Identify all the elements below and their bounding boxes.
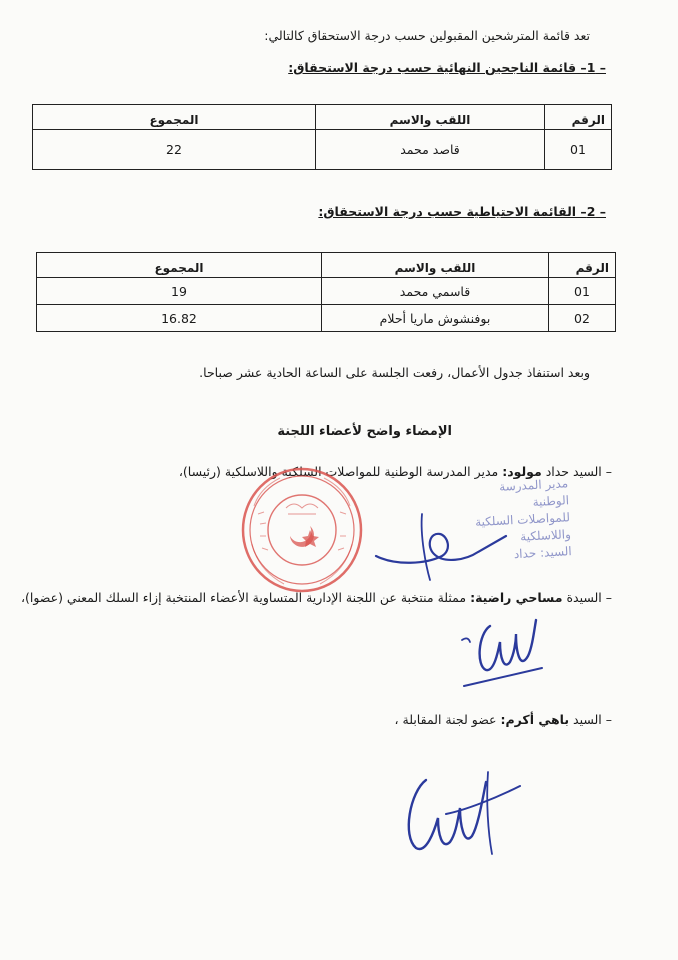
header-rank: الرقم: [545, 105, 612, 130]
header-total: المجموع: [33, 105, 316, 130]
member-name: مساحي راضية:: [470, 590, 563, 605]
cell-rank: 01: [545, 130, 612, 170]
member-name: باهي أكرم:: [500, 712, 570, 727]
stamp-line: السيد: حداد: [513, 544, 573, 562]
signature-3: [396, 762, 526, 862]
table-row: [37, 278, 616, 305]
member-3: [394, 712, 612, 727]
table-header-row: [37, 253, 616, 278]
member-name: مولود:: [502, 464, 542, 479]
member-prefix: – السيد: [569, 712, 612, 727]
cell-total: 19: [37, 278, 322, 305]
signature-2: [450, 612, 560, 692]
cell-rank: 01: [549, 278, 616, 305]
cell-name: قاسمي محمد: [322, 278, 549, 305]
cell-rank: 02: [549, 305, 616, 332]
cell-total: 16.82: [37, 305, 322, 332]
header-name: اللقب والاسم: [316, 105, 545, 130]
intro-text: تعد قائمة المترشحين المقبولين حسب درجة الاستحقاق كالتالي:: [264, 28, 590, 43]
closing-text: وبعد استنفاذ جدول الأعمال، رفعت الجلسة على الساعة الحادية عشر صباحا.: [199, 365, 590, 380]
header-rank: الرقم: [549, 253, 616, 278]
table-row: [37, 305, 616, 332]
final-list-table: [32, 104, 612, 170]
cell-total: 22: [33, 130, 316, 170]
section2-title: – 2– القائمة الاحتياطية حسب درجة الاستحقاق:: [318, 204, 606, 219]
member-2: [21, 590, 612, 605]
table-row: [33, 130, 612, 170]
signatures-heading: الإمضاء واضح لأعضاء اللجنة: [277, 424, 452, 439]
stamp-line: مدير المدرسة الوطنية: [498, 476, 570, 510]
table-header-row: [33, 105, 612, 130]
section1-title: – 1– قائمة الناجحين النهائية حسب درجة الاستحقاق:: [288, 60, 606, 75]
reserve-list-table: [36, 252, 616, 332]
member-role: مدير المدرسة الوطنية للمواصلات السلكية واللاسلكية (رئيسا)،: [178, 464, 503, 479]
signature-1: [356, 506, 536, 586]
header-name: اللقب والاسم: [322, 253, 549, 278]
cell-name: قاصد محمد: [316, 130, 545, 170]
official-stamp: [240, 466, 364, 594]
member-role: ممثلة منتخبة عن اللجنة الإدارية المتساوية الأعضاء المنتخبة إزاء السلك المعني (عضوا)،: [20, 590, 471, 605]
member-prefix: – السيد حداد: [541, 464, 612, 479]
cell-name: بوفنشوش ماريا أحلام: [322, 305, 549, 332]
member-role: عضو لجنة المقابلة ،: [394, 712, 501, 727]
header-total: المجموع: [37, 253, 322, 278]
member-prefix: – السيدة: [562, 590, 612, 605]
stamp-line: للمواصلات السلكية واللاسلكية: [474, 510, 572, 544]
